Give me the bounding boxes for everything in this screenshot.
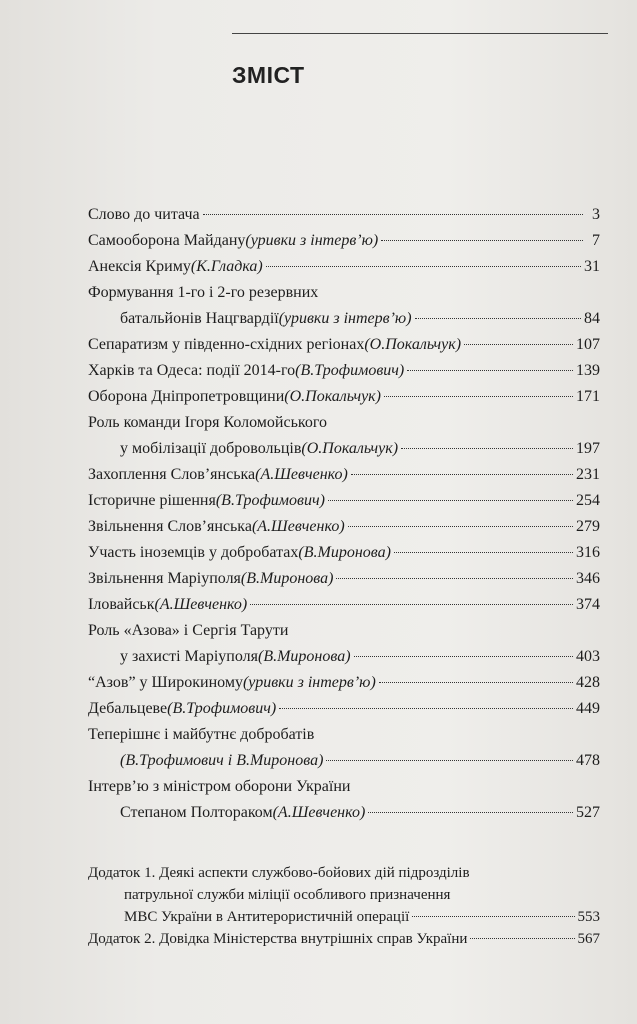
toc-entry-title: Захоплення Слов’янська [88, 466, 256, 483]
toc-entry-author: (А.Шевченко) [255, 466, 348, 483]
toc-entry-author: (уривки з інтерв’ю) [278, 310, 412, 327]
dot-leader [415, 318, 581, 319]
toc-entry [88, 254, 600, 280]
toc-page-number: 553 [577, 909, 600, 925]
dot-leader [368, 812, 573, 813]
toc-entry-continuation [88, 906, 600, 928]
toc-entry-line [88, 540, 600, 566]
toc-entry [88, 358, 600, 384]
toc-entry-title: Теперішнє і майбутнє добробатів [88, 726, 315, 743]
toc-entry-continuation [88, 644, 600, 670]
dot-leader [470, 938, 574, 939]
toc-entry-line [88, 228, 600, 254]
toc-page-number: 84 [584, 310, 600, 327]
toc-page-number: 231 [576, 466, 600, 483]
toc-page-number: 279 [576, 518, 600, 535]
toc-entry-author: (В.Трофимович і В.Миронова) [120, 752, 324, 769]
toc-entry-continuation [88, 800, 600, 826]
toc-entry-author: (О.Покальчук) [301, 440, 399, 457]
dot-leader [394, 552, 573, 553]
dot-leader [250, 604, 573, 605]
dot-leader [407, 370, 573, 371]
toc-entry [88, 566, 600, 592]
toc-entry-continuation [88, 884, 600, 906]
toc-entry-author: (О.Покальчук) [284, 388, 381, 405]
dot-leader [401, 448, 573, 449]
toc-entry-title: Звільнення Слов’янська [88, 518, 252, 535]
toc-entry-title: Роль «Азова» і Сергія Тарути [88, 622, 289, 639]
toc-entry [88, 722, 600, 774]
toc-entry-title: Самооборона Майдану [88, 232, 246, 249]
toc-entry-title: Степаном Полтораком [120, 804, 273, 821]
toc-entry-author: (В.Миронова) [240, 570, 334, 587]
toc-entry-continuation [88, 436, 600, 462]
toc-entry-title: Формування 1-го і 2-го резервних [88, 284, 319, 301]
toc-entry-line [88, 928, 600, 950]
toc-entry-author: (В.Трофимович) [215, 492, 325, 509]
toc-entry [88, 774, 600, 826]
toc-entry [88, 670, 600, 696]
toc-entry-author: (А.Шевченко) [251, 518, 345, 535]
toc-entry-line [88, 618, 600, 644]
toc-entry [88, 514, 600, 540]
toc-entry-title: Додаток 2. Довідка Міністерства внутрішніх справ України [88, 931, 468, 947]
header-rule [232, 33, 608, 34]
dot-leader [384, 396, 573, 397]
toc-entry [88, 618, 600, 670]
toc-entry-title: Історичне рішення [88, 492, 216, 509]
toc-entry [88, 462, 600, 488]
toc-entry-line [88, 722, 600, 748]
toc-entry-line [88, 410, 600, 436]
dot-leader [412, 916, 574, 917]
toc-entry-author: (уривки з інтерв’ю) [245, 232, 379, 249]
toc-entry-author: (уривки з інтерв’ю) [242, 674, 376, 691]
toc-entry-line [88, 332, 600, 358]
toc-entry-line [88, 462, 600, 488]
toc-entry-title: Інтерв’ю з міністром оборони України [88, 778, 351, 795]
toc-entry-line [88, 670, 600, 696]
toc-entry-title: Звільнення Маріуполя [88, 570, 241, 587]
dot-leader [279, 708, 573, 709]
toc-entry-title: Сепаратизм у південно-східних регіонах [88, 336, 365, 353]
dot-leader [464, 344, 573, 345]
toc-page-number: 107 [576, 336, 600, 353]
toc-entry-author: (А.Шевченко) [154, 596, 248, 613]
dot-leader [203, 214, 583, 215]
dot-leader [354, 656, 573, 657]
toc-page-number: 527 [576, 804, 600, 821]
toc-page-number: 567 [577, 931, 600, 947]
toc-entry [88, 202, 600, 228]
toc-entry-author: (О.Покальчук) [364, 336, 462, 353]
toc-page-number: 7 [592, 232, 600, 249]
dot-leader [379, 682, 573, 683]
toc-entry-title: Роль команди Ігоря Коломойського [88, 414, 328, 431]
toc-entry [88, 540, 600, 566]
toc-entry-line [88, 592, 600, 618]
toc-entry-line [88, 384, 600, 410]
toc-entry [88, 384, 600, 410]
dot-leader [336, 578, 573, 579]
toc-entry [88, 410, 600, 462]
toc-entry-title: Оборона Дніпропетровщини [88, 388, 285, 405]
dot-leader [326, 760, 573, 761]
toc-entry-line [88, 488, 600, 514]
toc-entry-title: Іловайськ [88, 596, 155, 613]
toc-entry-line [88, 774, 600, 800]
toc-entry [88, 228, 600, 254]
toc-entry-line [88, 358, 600, 384]
appendices-list [88, 862, 600, 950]
toc-entry-title: патрульної служби міліції особливого призначення [124, 887, 451, 903]
toc-entry-continuation [88, 306, 600, 332]
dot-leader [328, 500, 573, 501]
toc-page-number: 139 [576, 362, 600, 379]
toc-entry-title: Участь іноземців у добробатах [88, 544, 299, 561]
dot-leader [348, 526, 573, 527]
dot-leader [381, 240, 583, 241]
toc-entry-title: Дебальцеве [88, 700, 168, 717]
toc-page-number: 346 [576, 570, 600, 587]
dot-leader [351, 474, 573, 475]
toc-entry-line [88, 280, 600, 306]
toc-page-number: 403 [576, 648, 600, 665]
table-of-contents [88, 202, 600, 826]
toc-page-number: 197 [576, 440, 600, 457]
toc-entry-title: Слово до читача [88, 206, 200, 223]
toc-entry-title: Додаток 1. Деякі аспекти службово-бойових дій підрозділів [88, 865, 470, 881]
toc-entry [88, 696, 600, 722]
toc-page-number: 478 [576, 752, 600, 769]
toc-page-number: 374 [576, 596, 600, 613]
toc-page-number: 449 [576, 700, 600, 717]
toc-entry-continuation [88, 748, 600, 774]
toc-page-number: 316 [576, 544, 600, 561]
toc-entry [88, 488, 600, 514]
toc-entry-author: (В.Трофимович) [295, 362, 405, 379]
toc-page-number: 31 [584, 258, 600, 275]
page-title: ЗМІСТ [232, 62, 305, 88]
toc-entry [88, 332, 600, 358]
toc-entry-line [88, 202, 600, 228]
appendix-entry [88, 928, 600, 950]
toc-entry-author: (К.Гладка) [190, 258, 263, 275]
toc-entry-line [88, 254, 600, 280]
toc-entry-author: (В.Трофимович) [167, 700, 277, 717]
toc-entry-line [88, 862, 600, 884]
toc-entry-title: Анексія Криму [88, 258, 191, 275]
toc-entry-title: у мобілізації добровольців [120, 440, 302, 457]
toc-entry [88, 280, 600, 332]
toc-entry-author: (А.Шевченко) [272, 804, 366, 821]
toc-entry-line [88, 566, 600, 592]
dot-leader [266, 266, 581, 267]
toc-page-number: 171 [576, 388, 600, 405]
toc-entry-title: у захисті Маріуполя [120, 648, 258, 665]
toc-entry-title: Харків та Одеса: події 2014-го [88, 362, 296, 379]
toc-entry-line [88, 514, 600, 540]
toc-page-number: 3 [592, 206, 600, 223]
toc-entry-title: батальйонів Нацгвардії [120, 310, 279, 327]
toc-page-number: 254 [576, 492, 600, 509]
toc-entry-line [88, 696, 600, 722]
toc-entry [88, 592, 600, 618]
appendix-entry [88, 862, 600, 928]
toc-entry-author: (В.Миронова) [298, 544, 391, 561]
toc-entry-title: МВС України в Антитерористичній операції [124, 909, 410, 925]
toc-entry-title: “Азов” у Широкиному [88, 674, 243, 691]
toc-entry-author: (В.Миронова) [258, 648, 351, 665]
toc-page-number: 428 [576, 674, 600, 691]
